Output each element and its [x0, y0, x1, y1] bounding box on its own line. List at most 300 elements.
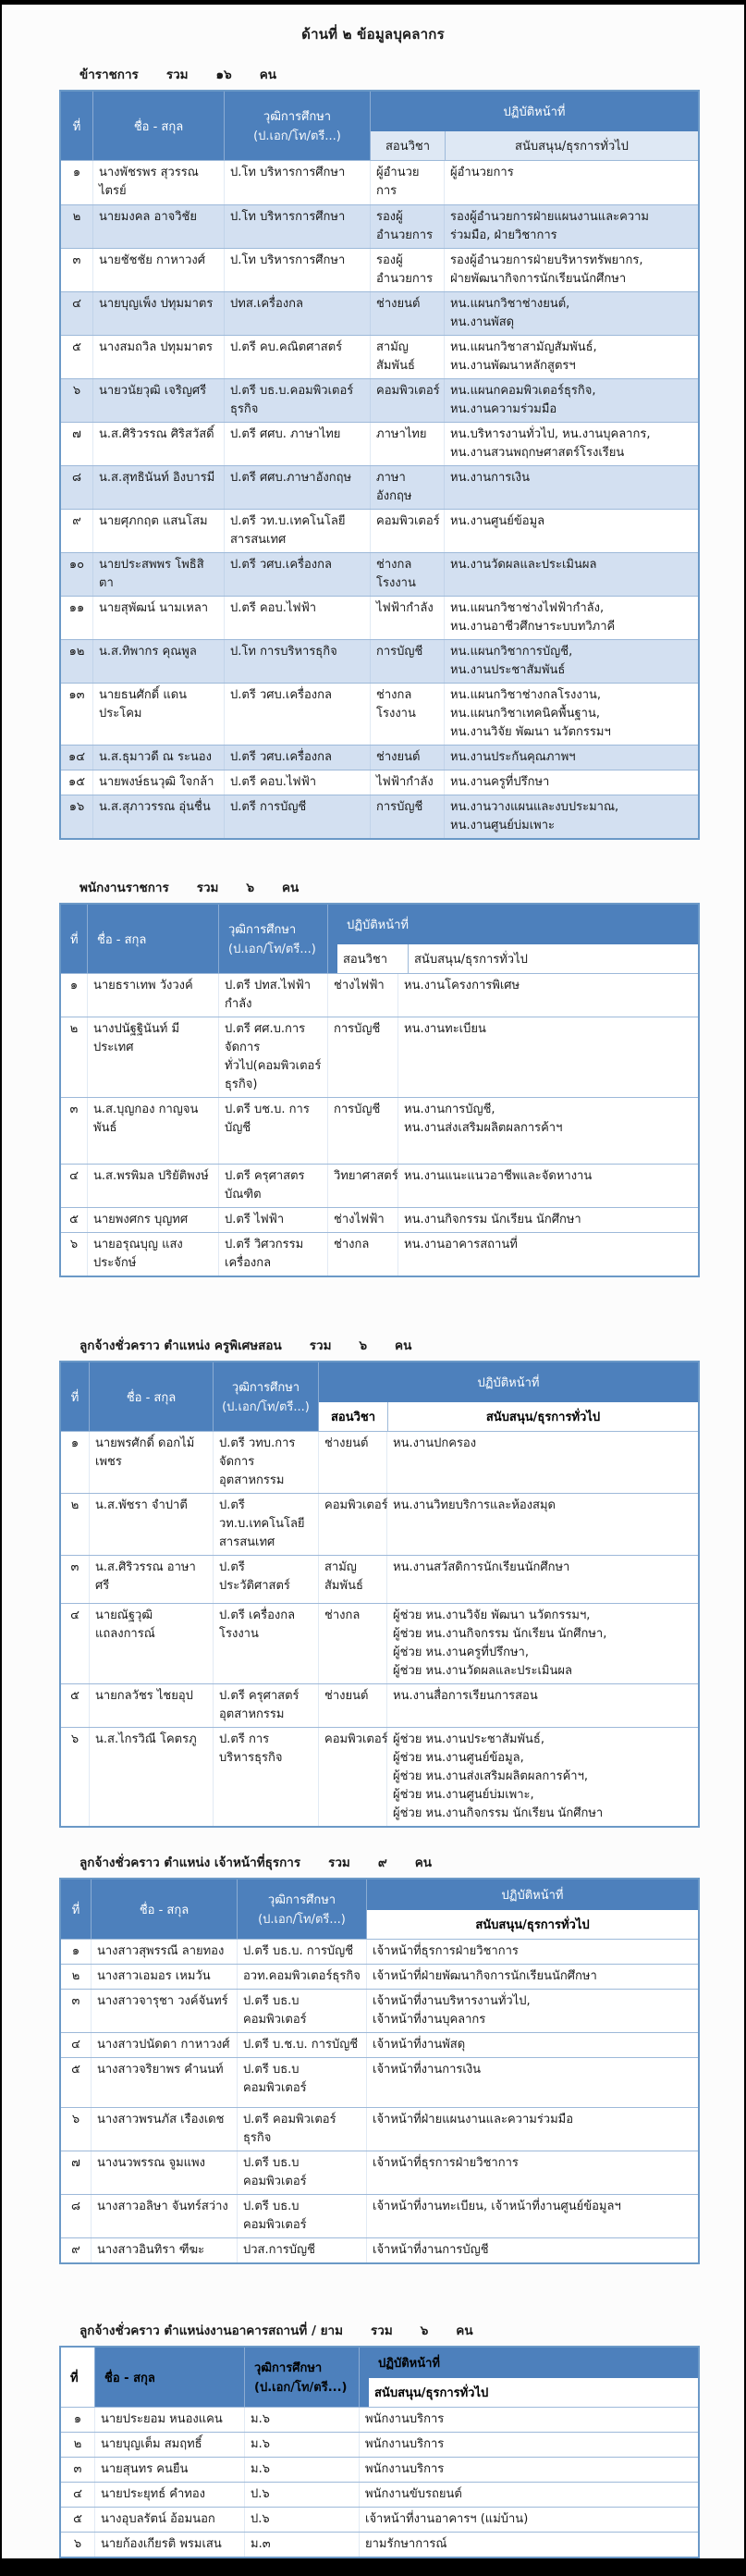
education-line: อุตสาหกรรม: [219, 1473, 285, 1487]
cell-support-duty: [366, 2195, 698, 2237]
cell-education: [237, 2238, 366, 2262]
education-line: ม.๓: [251, 2537, 271, 2551]
duty-subheader-row: [367, 1910, 698, 1939]
cell-name: นายประยอม หนองแคน: [94, 2408, 244, 2432]
support-duty-line: หน.งานศูนย์ข้อมูล: [450, 514, 545, 528]
support-duty-line: หน.งานการบัญชี,: [404, 1103, 495, 1116]
table-row: [61, 596, 698, 639]
cell-name: นายพรศักดิ์ ดอกไม้เพชร: [89, 1432, 213, 1493]
cell-education: [218, 1017, 327, 1097]
cell-education: [237, 1965, 366, 1989]
cell-teach-subject: วิทยาศาสตร์: [327, 1165, 397, 1207]
cell-name: นางนวพรรณ จูมแพง: [91, 2151, 237, 2194]
cell-education: [224, 423, 370, 465]
table-header-row: [61, 2348, 698, 2407]
support-duty-line: หน.งานปกครอง: [393, 1436, 477, 1450]
education-line: ป.ตรี คอมพิวเตอร์ธุรกิจ: [243, 2113, 336, 2145]
table-body: [61, 973, 698, 1276]
support-duty-line: ผู้ช่วย หน.งานประชาสัมพันธ์,: [393, 1732, 544, 1746]
cell-support-duty: [444, 746, 698, 770]
page-frame-bottom-bar: [2, 2558, 744, 2576]
education-line: ป.ตรี วศบ.เครื่องกล: [230, 750, 332, 764]
cell-name: นางสาวปนัดดา กาหาวงศ์: [91, 2033, 237, 2057]
section-total-word: รวม: [328, 1855, 350, 1870]
table-row: [61, 1431, 698, 1493]
support-duty-line: พนักงานขับรถยนต์: [365, 2487, 462, 2501]
cell-education: [244, 2483, 359, 2507]
duty-subheader-row: [369, 2378, 698, 2407]
cell-name: นายสุพัฒน์ นามเหลา: [92, 597, 224, 639]
subheader-teach-subject: สอนวิชา: [330, 1411, 376, 1424]
education-header-line2: (ป.เอก/โท/ตรี...): [258, 1913, 346, 1927]
support-duty-line: หน.แผนกวิชาสามัญสัมพันธ์,: [450, 340, 597, 354]
support-duty-line: หน.งานแนะแนวอาชีพและจัดหางาน: [404, 1169, 593, 1183]
table-row: [61, 1493, 698, 1555]
support-duty-line: หน.งานวิทยบริการและห้องสมุด: [393, 1498, 556, 1512]
cell-teach-subject: ช่างไฟฟ้า: [327, 974, 397, 1017]
cell-row-number: ๓: [73, 2462, 82, 2476]
education-line: ป.โท การบริหารธุกิจ: [230, 645, 337, 659]
cell-education: [224, 795, 370, 838]
support-duty-line: หน.แผนกคอมพิวเตอร์ธุรกิจ,: [450, 384, 596, 398]
cell-teach-subject: ผู้อำนวยการ: [370, 161, 444, 204]
section-title: [79, 64, 700, 84]
duty-header-label: ปฏิบัติหน้าที่: [477, 1376, 540, 1390]
cell-name: นางสาวอินทิรา ฑีฆะ: [91, 2238, 237, 2262]
education-header-line1: วุฒิการศึกษา: [254, 2361, 323, 2375]
cell-education: [224, 746, 370, 770]
cell-education: [224, 336, 370, 378]
cell-education: [218, 1165, 327, 1207]
cell-name: นายสุนทร คนยืน: [94, 2458, 244, 2482]
table-row: [61, 1964, 698, 1989]
education-header-line2: (ป.เอก/โท/ตรี...): [228, 943, 316, 956]
table-header-row: [61, 1880, 698, 1939]
cell-name: น.ส.ศิริวรรณ อาษาศรี: [89, 1556, 213, 1603]
table-row: [61, 1727, 698, 1826]
support-duty-line: หน.แผนกวิชาการบัญชี,: [450, 645, 573, 659]
table-row: [61, 1555, 698, 1603]
table-row: [61, 745, 698, 770]
table-header-row: [61, 92, 698, 160]
cell-education: [218, 1098, 327, 1164]
cell-row-number: ๑๕: [67, 775, 86, 789]
table-row: [61, 465, 698, 509]
support-duty-line: ผู้ช่วย หน.งานครูที่ปรึกษา,: [393, 1645, 529, 1659]
cell-support-duty: [359, 2533, 698, 2557]
cell-education: [237, 2108, 366, 2151]
cell-name: น.ส.ศิริวรรณ ศิริสวัสดิ์: [92, 423, 224, 465]
cell-name: น.ส.ไกรวิณี โคตรภู: [89, 1728, 213, 1826]
table-row: [61, 2151, 698, 2194]
cell-row-number: ๖: [73, 2537, 82, 2551]
table-row: [61, 2482, 698, 2507]
table-body: [61, 1939, 698, 2262]
section-total-word: รวม: [196, 881, 219, 895]
table-row: [61, 1232, 698, 1276]
support-duty-line: ยามรักษาการณ์: [365, 2537, 447, 2551]
cell-teach-subject: รองผู้อำนวยการ: [370, 249, 444, 291]
cell-education: [218, 1208, 327, 1232]
column-header-duty-group: [370, 92, 698, 160]
cell-row-number: ๒: [69, 1022, 79, 1036]
section-count: ๙: [377, 1855, 387, 1870]
support-duty-line: พนักงานบริการ: [365, 2462, 445, 2476]
support-duty-line: เจ้าหน้าที่งานบริหารงานทั่วไป,: [373, 1994, 531, 2008]
column-header-education: [218, 905, 327, 973]
cell-support-duty: [366, 2151, 698, 2194]
table-row: [61, 1603, 698, 1683]
cell-row-number: ๑: [72, 166, 81, 179]
table-header-row: [61, 1362, 698, 1431]
table-row: [61, 1989, 698, 2032]
cell-support-duty: [386, 1494, 698, 1555]
cell-teach-subject: ภาษาไทย: [370, 423, 444, 465]
cell-education: [237, 2151, 366, 2194]
table-row: [61, 639, 698, 683]
support-duty-line: เจ้าหน้าที่ธุรการฝ่ายวิชาการ: [373, 2156, 519, 2170]
support-duty-line: เจ้าหน้าที่งานการบัญชี: [373, 2243, 489, 2257]
duty-header-label: ปฏิบัติหน้าที่: [378, 2357, 440, 2371]
support-duty-line: ผู้ช่วย หน.งานกิจกรรม นักเรียน นักศึกษา: [393, 1806, 604, 1820]
cell-teach-subject: ช่างกลโรงงาน: [370, 684, 444, 745]
table-row: [61, 422, 698, 465]
cell-support-duty: [444, 553, 698, 596]
section-total-word: รวม: [370, 2323, 393, 2338]
column-header-name: ชื่อ - สกุล: [92, 92, 224, 160]
education-line: ป.โท บริหารการศึกษา: [230, 166, 346, 179]
cell-name: น.ส.สุภาวรรณ อุ่นชื่น: [92, 795, 224, 838]
subheader-teach-subject: สอนวิชา: [343, 953, 388, 967]
cell-teach-subject: คอมพิวเตอร์: [370, 379, 444, 422]
cell-row-number: ๘: [71, 471, 82, 485]
cell-name: น.ส.บุญกอง กาญจนพันธ์: [87, 1098, 218, 1164]
cell-name: นางสาวจริยาพร คำนนท์: [91, 2058, 237, 2107]
cell-teach-subject: ช่างกล: [327, 1233, 397, 1276]
cell-name: น.ส.ทิพากร คุณพูล: [92, 640, 224, 683]
duty-header-label: ปฏิบัติหน้าที่: [501, 1889, 564, 1903]
cell-education: [244, 2508, 359, 2532]
table-row: [61, 795, 698, 838]
cell-support-duty: [444, 684, 698, 745]
section-unit: คน: [395, 1338, 412, 1353]
cell-row-number: ๑: [73, 2412, 82, 2426]
education-line: อุตสาหกรรม: [219, 1707, 285, 1721]
cell-education: [224, 553, 370, 596]
education-line: ปทส.เครื่องกล: [230, 297, 304, 311]
cell-row-number: ๕: [69, 1213, 79, 1226]
cell-name: นายประสพพร โพธิสิตา: [92, 553, 224, 596]
education-line: ป.ตรี คอบ.ไฟฟ้า: [230, 775, 317, 789]
table-row: [61, 2107, 698, 2151]
section-count: ๑๖: [215, 68, 232, 82]
cell-name: นางอุบลรัตน์ อ้อมนอก: [94, 2508, 244, 2532]
cell-support-duty: [366, 2108, 698, 2151]
education-line: ป.ตรี บช.บ. การบัญชี: [225, 1103, 310, 1135]
education-line: ป.ตรี การบัญชี: [230, 800, 307, 814]
table-row: [61, 1017, 698, 1097]
cell-name: นายธราเทพ วังวงค์: [87, 974, 218, 1017]
section-unit: คน: [259, 68, 276, 82]
cell-name: นายพงศกร บุญทศ: [87, 1208, 218, 1232]
section-total-word: รวม: [165, 68, 189, 82]
cell-row-number: ๑: [69, 979, 79, 992]
support-duty-line: พนักงานบริการ: [365, 2412, 445, 2426]
cell-name: นางสาวจารุชา วงค์จันทร์: [91, 1990, 237, 2032]
cell-education: [213, 1684, 318, 1727]
table-row: [61, 2057, 698, 2107]
cell-support-duty: [444, 510, 698, 552]
education-line: ป.ตรี วศบ.เครื่องกล: [230, 558, 332, 572]
cell-teach-subject: ช่างยนต์: [318, 1432, 386, 1493]
education-line: ป.ตรี บธ.บ.คอมพิวเตอร์ธุรกิจ: [230, 384, 354, 416]
cell-education: [213, 1494, 318, 1555]
support-duty-line: ผู้ช่วย หน.งานศูนย์ข้อมูล,: [393, 1751, 524, 1765]
cell-teach-subject: การบัญชี: [327, 1017, 397, 1097]
support-duty-line: ผู้ช่วย หน.งานวิจัย พัฒนา นวัตกรรมฯ,: [393, 1608, 591, 1622]
cell-support-duty: [359, 2433, 698, 2457]
cell-education: [237, 1990, 366, 2032]
support-duty-line: หน.แผนกวิชาช่างยนต์,: [450, 297, 570, 311]
duty-subheader-row: [319, 1402, 698, 1431]
table-row: [61, 1207, 698, 1232]
column-header-no: ที่: [70, 1390, 79, 1405]
cell-support-duty: [444, 161, 698, 204]
personnel-table: [59, 90, 700, 840]
support-duty-line: หน.งานประกันคุณภาพฯ: [450, 750, 576, 764]
support-duty-line: รองผู้อำนวยการฝ่ายบริหารทรัพยากร,: [450, 253, 643, 267]
cell-name: นายประยุทธ์ คำทอง: [94, 2483, 244, 2507]
education-line: ป.ตรี ศศ.บ.การจัดการ: [225, 1022, 306, 1054]
section-label: ลูกจ้างชั่วคราว ตำแหน่ง เจ้าหน้าที่ธุรการ: [79, 1855, 301, 1870]
table-row: [61, 973, 698, 1017]
cell-teach-subject: ไฟฟ้ากำลัง: [370, 597, 444, 639]
column-header-no: ที่: [72, 119, 81, 134]
cell-support-duty: [397, 1233, 698, 1276]
cell-name: นายมงคล อาจวิชัย: [92, 205, 224, 248]
cell-name: นายกลวัชร ไชยอุป: [89, 1684, 213, 1727]
cell-row-number: ๕: [73, 2512, 82, 2526]
cell-name: นายชัชชัย กาหาวงศ์: [92, 249, 224, 291]
duty-subheader-row: [371, 131, 698, 160]
cell-row-number: ๖: [72, 384, 81, 398]
table-row: [61, 2507, 698, 2532]
support-duty-line: เจ้าหน้าที่ธุรการฝ่ายวิชาการ: [373, 1944, 519, 1958]
cell-row-number: ๕: [70, 1689, 79, 1703]
cell-support-duty: [444, 466, 698, 509]
support-duty-line: หน.งานพัสดุ: [450, 315, 515, 329]
cell-support-duty: [444, 795, 698, 838]
cell-teach-subject: ช่างไฟฟ้า: [327, 1208, 397, 1232]
support-duty-line: หน.งานประชาสัมพันธ์: [450, 663, 566, 677]
column-header-duty-group: [359, 2348, 698, 2407]
cell-education: [237, 1940, 366, 1964]
cell-row-number: ๓: [71, 1994, 80, 2008]
support-duty-line: หน.งานวิจัย พัฒนา นวัตกรรมฯ: [450, 725, 611, 739]
cell-row-number: ๔: [71, 2038, 80, 2052]
education-line: ป.ตรี บธ.บ คอมพิวเตอร์: [243, 1994, 307, 2027]
subheader-teach-subject: สอนวิชา: [385, 140, 431, 154]
table-row: [61, 552, 698, 596]
cell-name: นายณัฐวุฒิ แถลงการณ์: [89, 1604, 213, 1683]
cell-support-duty: [359, 2483, 698, 2507]
support-duty-line: หน.งานสวัสดิการนักเรียนนักศึกษา: [393, 1560, 570, 1574]
cell-support-duty: [444, 292, 698, 335]
column-header-name: ชื่อ - สกุล: [87, 905, 218, 973]
cell-support-duty: [397, 1165, 698, 1207]
education-line: ป.โท บริหารการศึกษา: [230, 253, 346, 267]
education-header-line1: วุฒิการศึกษา: [231, 1381, 300, 1395]
education-line: ป.โท บริหารการศึกษา: [230, 210, 346, 224]
column-header-no: ที่: [71, 1903, 80, 1917]
cell-row-number: ๑: [70, 1436, 79, 1450]
education-header-line2: (ป.เอก/โท/ตรี...): [253, 129, 341, 143]
support-duty-line: ร่วมมือ, ฝ่ายวิชาการ: [450, 228, 557, 242]
support-duty-line: เจ้าหน้าที่งานอาคารฯ (แม่บ้าน): [365, 2512, 529, 2526]
cell-education: [237, 2033, 366, 2057]
cell-row-number: ๔: [70, 1608, 79, 1622]
education-line: ป.ตรี วิศวกรรมเครื่องกล: [225, 1238, 304, 1270]
support-duty-line: เจ้าหน้าที่งานทะเบียน, เจ้าหน้าที่งานศูนย์ข้อมูลฯ: [373, 2200, 621, 2213]
education-line: ทั่วไป(คอมพิวเตอร์ธุรกิจ): [225, 1059, 322, 1091]
cell-support-duty: [444, 379, 698, 422]
education-line: ม.๖: [251, 2437, 270, 2451]
section-unit: คน: [414, 1855, 432, 1870]
cell-row-number: ๓: [69, 1103, 79, 1116]
cell-support-duty: [444, 423, 698, 465]
support-duty-line: หน.งานกิจกรรม นักเรียน นักศึกษา: [404, 1213, 581, 1226]
cell-name: นายบุญเพ็ง ปทุมมาตร: [92, 292, 224, 335]
column-header-duty-group: [318, 1362, 698, 1431]
cell-support-duty: [366, 2058, 698, 2107]
education-line: ป.ตรี บธ.บ. การบัญชี: [243, 1944, 354, 1958]
cell-education: [218, 1233, 327, 1276]
table-row: [61, 335, 698, 378]
education-line: ป.ตรี วทบ.การจัดการ: [219, 1436, 296, 1469]
cell-row-number: ๗: [72, 427, 81, 441]
table-row: [61, 160, 698, 204]
cell-name: นายบุญเต็ม สมฤทธิ์: [94, 2433, 244, 2457]
table-row: [61, 2407, 698, 2432]
cell-support-duty: [444, 205, 698, 248]
cell-support-duty: [366, 1990, 698, 2032]
section-label: พนักงานราชการ: [79, 881, 169, 895]
personnel-table: [59, 2346, 700, 2558]
cell-education: [224, 161, 370, 204]
support-duty-line: หน.งานครูที่ปรึกษา: [450, 775, 550, 789]
cell-support-duty: [444, 249, 698, 291]
cell-education: [218, 974, 327, 1017]
education-line: ปวส.การบัญชี: [243, 2243, 315, 2257]
cell-row-number: ๔: [69, 1169, 79, 1183]
column-header-education: [237, 1880, 366, 1939]
cell-teach-subject: คอมพิวเตอร์: [318, 1728, 386, 1826]
cell-name: น.ส.พัชรา จำปาตี: [89, 1494, 213, 1555]
table-row: [61, 2457, 698, 2482]
education-line: ป.ตรี ครุศาสตรบัณฑิต: [225, 1169, 305, 1202]
cell-name: นางสาวเอมอร เหมวัน: [91, 1965, 237, 1989]
cell-name: น.ส.ธุมาวดี ณ ระนอง: [92, 746, 224, 770]
cell-row-number: ๒: [73, 2437, 82, 2451]
table-row: [61, 2032, 698, 2057]
support-duty-line: หน.งานพัฒนาหลักสูตรฯ: [450, 359, 576, 373]
cell-row-number: ๗: [71, 2156, 80, 2170]
education-line: ป.ตรี บ.ช.บ. การบัญชี: [243, 2038, 359, 2052]
cell-support-duty: [444, 597, 698, 639]
education-line: สารสนเทศ: [219, 1535, 275, 1549]
section-title: [79, 1852, 700, 1872]
cell-row-number: ๑: [71, 1944, 80, 1958]
cell-row-number: ๑๑: [68, 601, 85, 615]
cell-row-number: ๒: [71, 1969, 80, 1983]
support-duty-line: ผู้ช่วย หน.งานวัดผลและประเมินผล: [393, 1664, 572, 1678]
education-line: ม.๖: [251, 2412, 270, 2426]
table-row: [61, 2532, 698, 2557]
education-header-line2: (ป.เอก/โท/ตรี...): [254, 2381, 348, 2395]
cell-row-number: ๖: [69, 1238, 79, 1251]
cell-row-number: ๕: [71, 2063, 80, 2077]
support-duty-line: หน.งานวัดผลและประเมินผล: [450, 558, 597, 572]
column-header-education: [213, 1362, 318, 1431]
cell-name: นายพงษ์ธนวุฒิ ใจกล้า: [92, 770, 224, 795]
cell-support-duty: [397, 974, 698, 1017]
cell-row-number: ๕: [72, 340, 81, 354]
cell-education: [237, 2058, 366, 2107]
section-unit: คน: [282, 881, 300, 895]
cell-name: นางพัชรพร สุวรรณไตรย์: [92, 161, 224, 204]
cell-name: นายวนัยวุฒิ เจริญศรี: [92, 379, 224, 422]
cell-teach-subject: ช่างยนต์: [318, 1684, 386, 1727]
column-header-no: ที่: [61, 2348, 94, 2407]
section-total-word: รวม: [309, 1338, 332, 1353]
cell-row-number: ๑๖: [68, 800, 85, 814]
support-duty-line: ผู้ช่วย หน.งานศูนย์บ่มเพาะ,: [393, 1788, 534, 1802]
education-line: ป.ตรี ครุศาสตร์: [219, 1689, 300, 1703]
education-line: ป.ตรี เครื่องกลโรงงาน: [219, 1608, 296, 1641]
column-header-education: [224, 92, 370, 160]
table-row: [61, 1939, 698, 1964]
cell-education: [224, 205, 370, 248]
cell-row-number: ๓: [70, 1560, 79, 1574]
cell-row-number: ๑๒: [68, 645, 85, 659]
table-row: [61, 509, 698, 552]
personnel-table: [59, 903, 700, 1277]
cell-teach-subject: การบัญชี: [327, 1098, 397, 1164]
table-row: [61, 1164, 698, 1207]
cell-row-number: ๔: [73, 2487, 82, 2501]
cell-row-number: ๒: [72, 210, 81, 224]
support-duty-line: พนักงานบริการ: [365, 2437, 445, 2451]
cell-education: [224, 640, 370, 683]
cell-teach-subject: การบัญชี: [370, 795, 444, 838]
cell-support-duty: [397, 1208, 698, 1232]
table-row: [61, 291, 698, 335]
support-duty-line: ฝ่ายพัฒนากิจการนักเรียนนักศึกษา: [450, 272, 627, 286]
table-row: [61, 683, 698, 745]
support-duty-line: หน.งานส่งเสริมผลิตผลการค้าฯ: [404, 1121, 563, 1135]
support-duty-line: หน.งานสื่อการเรียนการสอน: [393, 1689, 538, 1703]
education-line: ป.ตรี วท.บ.เทคโนโลยี: [219, 1498, 305, 1531]
column-header-duty-group: [366, 1880, 698, 1939]
cell-row-number: ๖: [71, 2113, 80, 2126]
support-duty-line: หน.งานอาชีวศึกษาระบบทวิภาคี: [450, 620, 616, 634]
personnel-section-temporary-clerical-staff: [59, 1852, 700, 2264]
support-duty-line: เจ้าหน้าที่งานบุคลากร: [373, 2013, 486, 2027]
education-line: อวท.คอมพิวเตอร์ธุรกิจ: [243, 1969, 361, 1983]
education-line: ป.ตรี บธ.บ คอมพิวเตอร์: [243, 2063, 307, 2095]
subheader-support-duty: สนับสนุน/ธุรการทั่วไป: [408, 944, 698, 973]
cell-education: [224, 770, 370, 795]
